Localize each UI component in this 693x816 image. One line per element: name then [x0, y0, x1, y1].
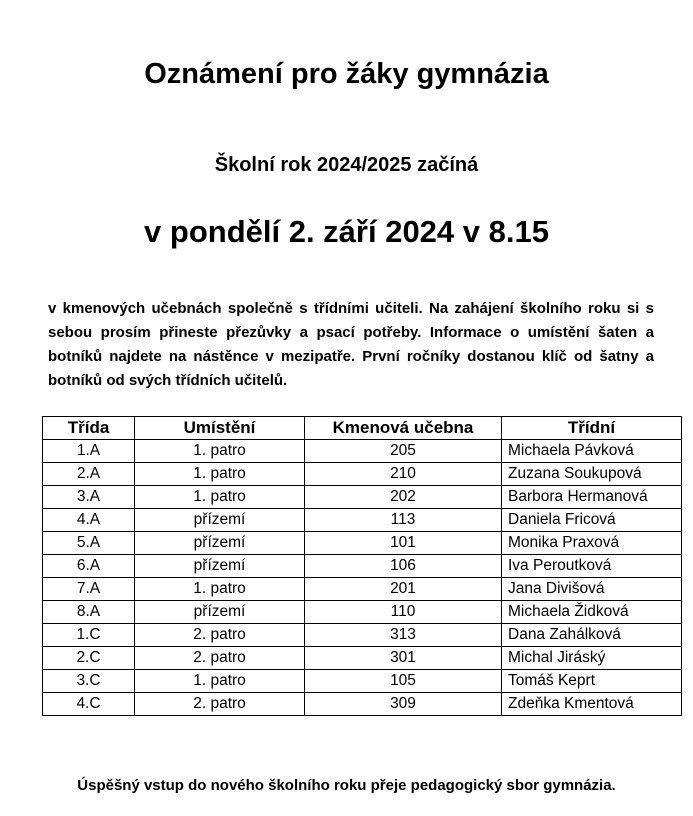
intro-paragraph: v kmenových učebnách společně s třídními učiteli. Na zahájení školního roku si s sebou prosím přineste přezůvky a psací potřeby. Informace o umístění šaten a botníků najdete na nástěnce v mezipatře. První ročníky dostanou klíč od šatny a botníků od svých třídních učitelů.: [48, 300, 654, 389]
cell-location: 2. patro: [135, 647, 305, 670]
cell-class: 2.C: [43, 647, 135, 670]
cell-class: 3.C: [43, 670, 135, 693]
cell-classroom: 210: [305, 463, 502, 486]
table-row: [43, 601, 682, 624]
cell-location: 1. patro: [135, 486, 305, 509]
table-row: [43, 578, 682, 601]
table-row: [43, 463, 682, 486]
header-location: Umístění: [135, 417, 305, 440]
cell-class: 4.C: [43, 693, 135, 716]
cell-class: 2.A: [43, 463, 135, 486]
cell-class: 1.C: [43, 624, 135, 647]
cell-classroom: 113: [305, 509, 502, 532]
cell-location: přízemí: [135, 555, 305, 578]
school-year-subtitle: Školní rok 2024/2025 začíná: [214, 154, 479, 176]
cell-teacher: Jana Divišová: [502, 578, 682, 601]
cell-teacher: Monika Praxová: [502, 532, 682, 555]
cell-location: 1. patro: [135, 578, 305, 601]
start-date-heading: v pondělí 2. září 2024 v 8.15: [144, 214, 549, 249]
cell-location: 2. patro: [135, 624, 305, 647]
cell-classroom: 309: [305, 693, 502, 716]
cell-teacher: Zuzana Soukupová: [502, 463, 682, 486]
cell-teacher: Tomáš Keprt: [502, 670, 682, 693]
cell-location: přízemí: [135, 509, 305, 532]
page-title: Oznámení pro žáky gymnázia: [144, 58, 549, 90]
cell-classroom: 105: [305, 670, 502, 693]
table-row: [43, 670, 682, 693]
cell-classroom: 110: [305, 601, 502, 624]
class-table: [42, 416, 682, 716]
table-row: [43, 486, 682, 509]
header-teacher: Třídní: [502, 417, 682, 440]
cell-teacher: Dana Zahálková: [502, 624, 682, 647]
cell-location: přízemí: [135, 601, 305, 624]
table-row: [43, 440, 682, 463]
cell-location: 2. patro: [135, 693, 305, 716]
cell-class: 4.A: [43, 509, 135, 532]
cell-location: přízemí: [135, 532, 305, 555]
cell-class: 8.A: [43, 601, 135, 624]
cell-location: 1. patro: [135, 440, 305, 463]
table-row: [43, 693, 682, 716]
table-row: [43, 647, 682, 670]
cell-classroom: 201: [305, 578, 502, 601]
cell-teacher: Iva Peroutková: [502, 555, 682, 578]
cell-classroom: 205: [305, 440, 502, 463]
cell-class: 6.A: [43, 555, 135, 578]
cell-teacher: Michaela Pávková: [502, 440, 682, 463]
cell-teacher: Daniela Fricová: [502, 509, 682, 532]
table-row: [43, 509, 682, 532]
header-class: Třída: [43, 417, 135, 440]
table-body: [43, 440, 682, 716]
cell-classroom: 301: [305, 647, 502, 670]
cell-classroom: 106: [305, 555, 502, 578]
cell-location: 1. patro: [135, 670, 305, 693]
cell-teacher: Michal Jiráský: [502, 647, 682, 670]
footer-note: Úspěšný vstup do nového školního roku přeje pedagogický sbor gymnázia.: [77, 777, 616, 794]
table-row: [43, 555, 682, 578]
cell-class: 5.A: [43, 532, 135, 555]
cell-classroom: 202: [305, 486, 502, 509]
header-classroom: Kmenová učebna: [305, 417, 502, 440]
cell-classroom: 101: [305, 532, 502, 555]
table-row: [43, 532, 682, 555]
cell-class: 7.A: [43, 578, 135, 601]
cell-class: 1.A: [43, 440, 135, 463]
cell-teacher: Zdeňka Kmentová: [502, 693, 682, 716]
table-row: [43, 624, 682, 647]
cell-teacher: Michaela Židková: [502, 601, 682, 624]
cell-classroom: 313: [305, 624, 502, 647]
cell-teacher: Barbora Hermanová: [502, 486, 682, 509]
cell-class: 3.A: [43, 486, 135, 509]
table-header-row: [43, 417, 682, 440]
cell-location: 1. patro: [135, 463, 305, 486]
